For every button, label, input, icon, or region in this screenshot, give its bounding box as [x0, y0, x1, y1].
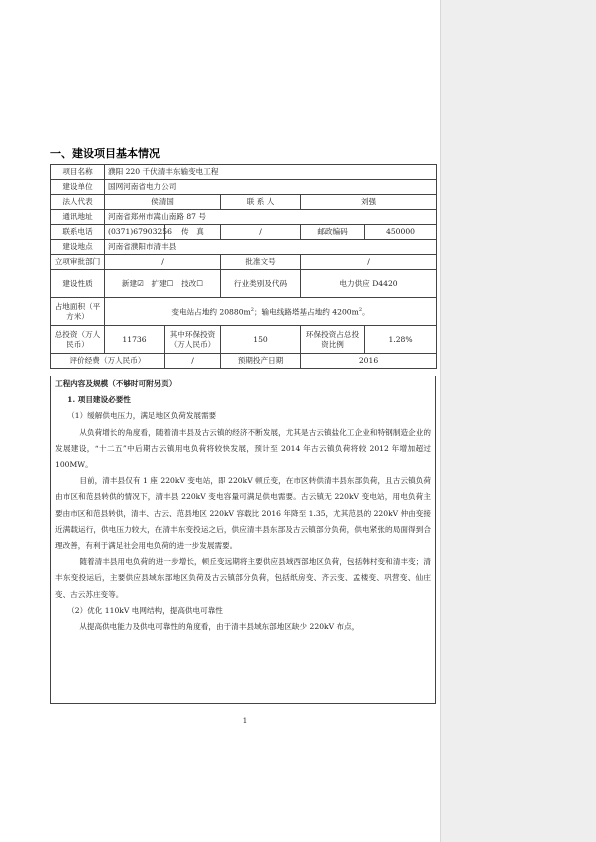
paragraph-1: 从负荷增长的角度看，随着清丰县及古云镇的经济不断发展，尤其是古云镇盐化工企业和特钢制造企业的发展建设，“十二五”中后期古云镇用电负荷将较快发展，预计至 2014 年古云镇负荷将较 2012 年增加超过 100MW。	[55, 427, 431, 470]
phone-label: 联系电话	[51, 225, 105, 240]
industry-value: 电力供应 D4420	[301, 270, 437, 298]
ratio-value: 1.28%	[365, 326, 437, 354]
nature-label: 建设性质	[51, 270, 105, 298]
necessity-subheading: 1. 项目建设必要性	[67, 395, 131, 405]
item-2-heading: （2）优化 110kV 电网结构，提高供电可靠性	[67, 605, 223, 615]
env-invest-value: 150	[221, 326, 301, 354]
cost-value: /	[165, 354, 221, 369]
date-label: 预期投产日期	[221, 354, 301, 369]
area-value	[105, 298, 437, 326]
approval-no-value: /	[301, 255, 437, 270]
area-end-text: 。	[362, 307, 370, 317]
invest-label: 总投资（万人民币）	[51, 326, 105, 354]
unit-label: 建设单位	[51, 180, 105, 195]
table-row	[51, 270, 437, 298]
table-row	[51, 240, 437, 255]
cost-label: 评价经费（万人民币）	[51, 354, 165, 369]
table-row	[51, 195, 437, 210]
nature-value: 新建☑ 扩建☐ 技改☐	[105, 270, 221, 298]
location-label: 建设地点	[51, 240, 105, 255]
rep-label: 法人代表	[51, 195, 105, 210]
invest-value: 11736	[105, 326, 165, 354]
env-invest-label: 其中环保投资（万人民币）	[165, 326, 221, 354]
address-label: 通讯地址	[51, 210, 105, 225]
fax-label: 传 真	[165, 225, 221, 240]
address-value: 河南省郑州市嵩山南路 87 号	[105, 210, 437, 225]
industry-label: 行业类别及代码	[221, 270, 301, 298]
project-content-box	[50, 376, 436, 704]
project-name-label: 项目名称	[51, 165, 105, 180]
area-unit-sup: 2	[250, 307, 254, 314]
item-1-heading: （1）缓解供电压力，满足地区负荷发展需要	[67, 411, 217, 421]
comment-sidebar	[440, 0, 596, 842]
table-row	[51, 165, 437, 180]
approval-dept-value: /	[105, 255, 221, 270]
paragraph-4: 从提高供电能力及供电可靠性的角度看，由于清丰县域东部地区缺少 220kV 布点，	[79, 622, 360, 632]
paragraph-2: 目前，清丰县仅有 1 座 220kV 变电站，即 220kV 顿丘变，在市区转供清丰县东部负荷，且古云镇负荷由市区和范县转供的情况下，清丰县 220kV 变电容量可满足供电需要。古云镇无 220kV 变电站，用电负荷主要由市区和范县转供，清丰、古云、范县地区 220kV 容载比 2016 年降至 1.35，尤其范县的 220kV 仲由变接近满载运行，供电压力较大，在清丰东变投运之后，供应清丰县东部及古云镇部分负荷，供电紧张的局面得到合理改善，有利于满足社会用电负荷的进一步发展需要。	[55, 476, 431, 551]
postcode-value: 450000	[365, 225, 437, 240]
paragraph-3: 随着清丰县用电负荷的进一步增长，顿丘变远期将主要供应县域西部地区负荷，包括韩村变和清丰变；清丰东变投运后，主要供应县域东部地区负荷及古云镇部分负荷，包括纸房变、齐云变、孟楼变、巩营变、仙庄变、古云苏庄变等。	[55, 557, 431, 599]
approval-no-label: 批准文号	[221, 255, 301, 270]
location-value: 河南省濮阳市清丰县	[105, 240, 437, 255]
area-label: 占地面积（平方米）	[51, 298, 105, 326]
project-info-table	[50, 164, 437, 369]
rep-value: 侯清国	[105, 195, 221, 210]
contact-value: 刘强	[301, 195, 437, 210]
table-row	[51, 326, 437, 354]
table-row	[51, 180, 437, 195]
fax-value: /	[221, 225, 301, 240]
section-title: 一、建设项目基本情况	[50, 147, 160, 160]
project-name-value: 濮阳 220 千伏清丰东输变电工程	[105, 165, 437, 180]
area-station-text: 变电站占地约 20880m	[171, 307, 251, 317]
table-row	[51, 210, 437, 225]
ratio-label: 环保投资占总投资比例	[301, 326, 365, 354]
postcode-label: 邮政编码	[301, 225, 365, 240]
table-row	[51, 298, 437, 326]
phone-value: (0371)67903256	[105, 225, 165, 240]
page-number: 1	[242, 717, 248, 725]
content-heading: 工程内容及规模（不够时可附另页）	[55, 379, 177, 388]
table-row	[51, 225, 437, 240]
table-row	[51, 255, 437, 270]
approval-dept-label: 立项审批部门	[51, 255, 105, 270]
area-unit-sup: 2	[358, 307, 363, 314]
date-value: 2016	[301, 354, 437, 369]
unit-value: 国网河南省电力公司	[105, 180, 437, 195]
contact-label: 联 系 人	[221, 195, 301, 210]
table-row	[51, 354, 437, 369]
area-line-text: ；输电线路塔基占地约 4200m	[253, 307, 359, 317]
